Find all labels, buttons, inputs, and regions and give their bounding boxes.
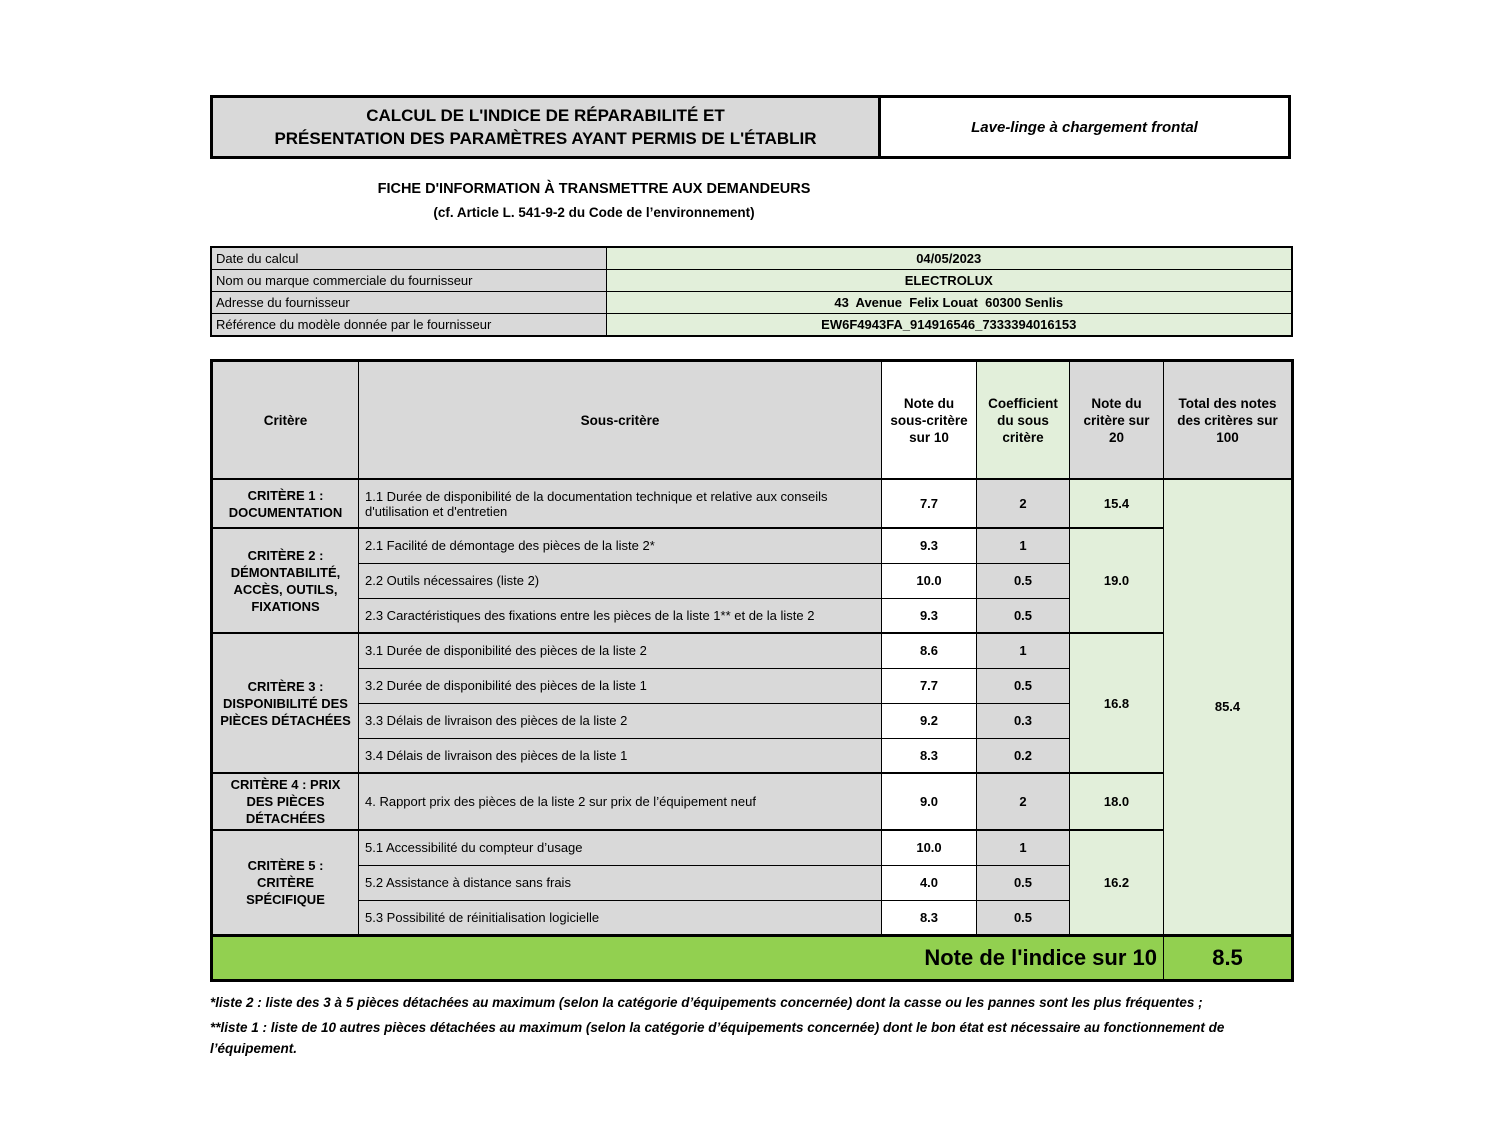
criterion-2-note20: 19.0: [1070, 528, 1164, 633]
criteria-table: [210, 359, 1294, 982]
subcriterion-2-2-label: 2.2 Outils nécessaires (liste 2): [359, 563, 882, 598]
criterion-5-label: CRITÈRE 5 : CRITÈRE SPÉCIFIQUE: [212, 830, 359, 935]
criterion-5-note20: 16.2: [1070, 830, 1164, 935]
subcriterion-2-1-coef: 1: [977, 528, 1070, 563]
subcriterion-4-coef: 2: [977, 773, 1070, 830]
footnotes: [210, 992, 1295, 1059]
info-label-date: Date du calcul: [211, 247, 606, 270]
footnote-liste-2: *liste 2 : liste des 3 à 5 pièces détachées au maximum (selon la catégorie d’équipements concernée) dont la casse ou les pannes sont les plus fréquentes ;: [210, 994, 1203, 1010]
subcriterion-3-3-label: 3.3 Délais de livraison des pièces de la liste 2: [359, 703, 882, 738]
criterion-3-note20: 16.8: [1070, 633, 1164, 773]
table-row: [212, 773, 1293, 830]
subcriterion-5-2-note: 4.0: [882, 865, 977, 900]
subtitle-line-1: FICHE D'INFORMATION À TRANSMETTRE AUX DEMANDEURS: [377, 181, 811, 197]
subcriterion-5-3-note: 8.3: [882, 900, 977, 935]
info-value-marque: ELECTROLUX: [606, 270, 1292, 292]
table-row: [212, 479, 1293, 528]
table-row: [212, 528, 1293, 563]
total-notes-100: 85.4: [1164, 479, 1293, 935]
subcriterion-3-4-note: 8.3: [882, 738, 977, 773]
subcriterion-4-note: 9.0: [882, 773, 977, 830]
criterion-1-label: CRITÈRE 1 : DOCUMENTATION: [212, 479, 359, 528]
info-label-reference: Référence du modèle donnée par le fournisseur: [211, 314, 606, 337]
product-category-box: [881, 95, 1291, 159]
subcriterion-3-2-note: 7.7: [882, 668, 977, 703]
subcriterion-3-3-coef: 0.3: [977, 703, 1070, 738]
table-row: [211, 270, 1292, 292]
info-value-reference: EW6F4943FA_914916546_7333394016153: [606, 314, 1292, 337]
table-row: [211, 292, 1292, 314]
footnote-liste-1: **liste 1 : liste de 10 autres pièces détachées au maximum (selon la catégorie d’équipements concernée) dont le bon état est nécessaire au fonctionnement de l’équipement.: [210, 1019, 1225, 1056]
subcriterion-5-1-coef: 1: [977, 830, 1070, 865]
title-line-1: CALCUL DE L'INDICE DE RÉPARABILITÉ ET: [366, 106, 725, 125]
subtitle-line-2: (cf. Article L. 541-9-2 du Code de l’environnement): [433, 205, 755, 220]
subcriterion-2-3-label: 2.3 Caractéristiques des fixations entre les pièces de la liste 1** et de la liste 2: [359, 598, 882, 633]
index-score-row: [212, 935, 1293, 980]
criterion-4-note20: 18.0: [1070, 773, 1164, 830]
table-row: [212, 830, 1293, 865]
subcriterion-5-1-note: 10.0: [882, 830, 977, 865]
document-title-box: [210, 95, 881, 159]
subcriterion-1-1-coef: 2: [977, 479, 1070, 528]
subcriterion-5-3-coef: 0.5: [977, 900, 1070, 935]
criterion-4-label: CRITÈRE 4 : PRIX DES PIÈCES DÉTACHÉES: [212, 773, 359, 830]
info-label-marque: Nom ou marque commerciale du fournisseur: [211, 270, 606, 292]
subcriterion-3-1-label: 3.1 Durée de disponibilité des pièces de la liste 2: [359, 633, 882, 668]
subcriterion-2-3-coef: 0.5: [977, 598, 1070, 633]
info-value-date: 04/05/2023: [606, 247, 1292, 270]
header-total: Total des notes des critères sur 100: [1164, 361, 1293, 480]
subcriterion-3-2-label: 3.2 Durée de disponibilité des pièces de la liste 1: [359, 668, 882, 703]
header-critere: Critère: [212, 361, 359, 480]
subcriterion-5-3-label: 5.3 Possibilité de réinitialisation logicielle: [359, 900, 882, 935]
table-row: [211, 314, 1292, 337]
subcriterion-5-2-label: 5.2 Assistance à distance sans frais: [359, 865, 882, 900]
subcriterion-3-2-coef: 0.5: [977, 668, 1070, 703]
header-sous-critere: Sous-critère: [359, 361, 882, 480]
table-header-row: [212, 361, 1293, 480]
title-line-2: PRÉSENTATION DES PARAMÈTRES AYANT PERMIS DE L'ÉTABLIR: [274, 129, 817, 148]
product-category-label: Lave-linge à chargement frontal: [971, 118, 1198, 136]
subcriterion-2-3-note: 9.3: [882, 598, 977, 633]
document-content: [210, 95, 1291, 1063]
header: [210, 95, 1291, 159]
subcriterion-2-1-label: 2.1 Facilité de démontage des pièces de la liste 2*: [359, 528, 882, 563]
subcriterion-2-2-note: 10.0: [882, 563, 977, 598]
table-row: [212, 633, 1293, 668]
subcriterion-5-2-coef: 0.5: [977, 865, 1070, 900]
subcriterion-2-1-note: 9.3: [882, 528, 977, 563]
criterion-2-label: CRITÈRE 2 : DÉMONTABILITÉ, ACCÈS, OUTILS, FIXATIONS: [212, 528, 359, 633]
subcriterion-1-1-label: 1.1 Durée de disponibilité de la documentation technique et relative aux conseils d'utilisation et d'entretien: [359, 479, 882, 528]
subcriterion-4-label: 4. Rapport prix des pièces de la liste 2 sur prix de l’équipement neuf: [359, 773, 882, 830]
supplier-info-table: [210, 246, 1293, 337]
subcriterion-3-1-coef: 1: [977, 633, 1070, 668]
criterion-3-label: CRITÈRE 3 : DISPONIBILITÉ DES PIÈCES DÉTACHÉES: [212, 633, 359, 773]
info-value-adresse: 43 Avenue Felix Louat 60300 Senlis: [606, 292, 1292, 314]
header-coefficient: Coefficient du sous critère: [977, 361, 1070, 480]
header-note-critere: Note du critère sur 20: [1070, 361, 1164, 480]
subcriterion-5-1-label: 5.1 Accessibilité du compteur d’usage: [359, 830, 882, 865]
subcriterion-3-4-label: 3.4 Délais de livraison des pièces de la liste 1: [359, 738, 882, 773]
subtitle-block: [210, 181, 978, 220]
index-score-label: Note de l'indice sur 10: [212, 935, 1164, 980]
table-row: [211, 247, 1292, 270]
subcriterion-3-3-note: 9.2: [882, 703, 977, 738]
subcriterion-1-1-note: 7.7: [882, 479, 977, 528]
subcriterion-2-2-coef: 0.5: [977, 563, 1070, 598]
criterion-1-note20: 15.4: [1070, 479, 1164, 528]
info-label-adresse: Adresse du fournisseur: [211, 292, 606, 314]
subcriterion-3-4-coef: 0.2: [977, 738, 1070, 773]
subcriterion-3-1-note: 8.6: [882, 633, 977, 668]
header-note-sous: Note du sous-critère sur 10: [882, 361, 977, 480]
index-score-value: 8.5: [1164, 935, 1293, 980]
